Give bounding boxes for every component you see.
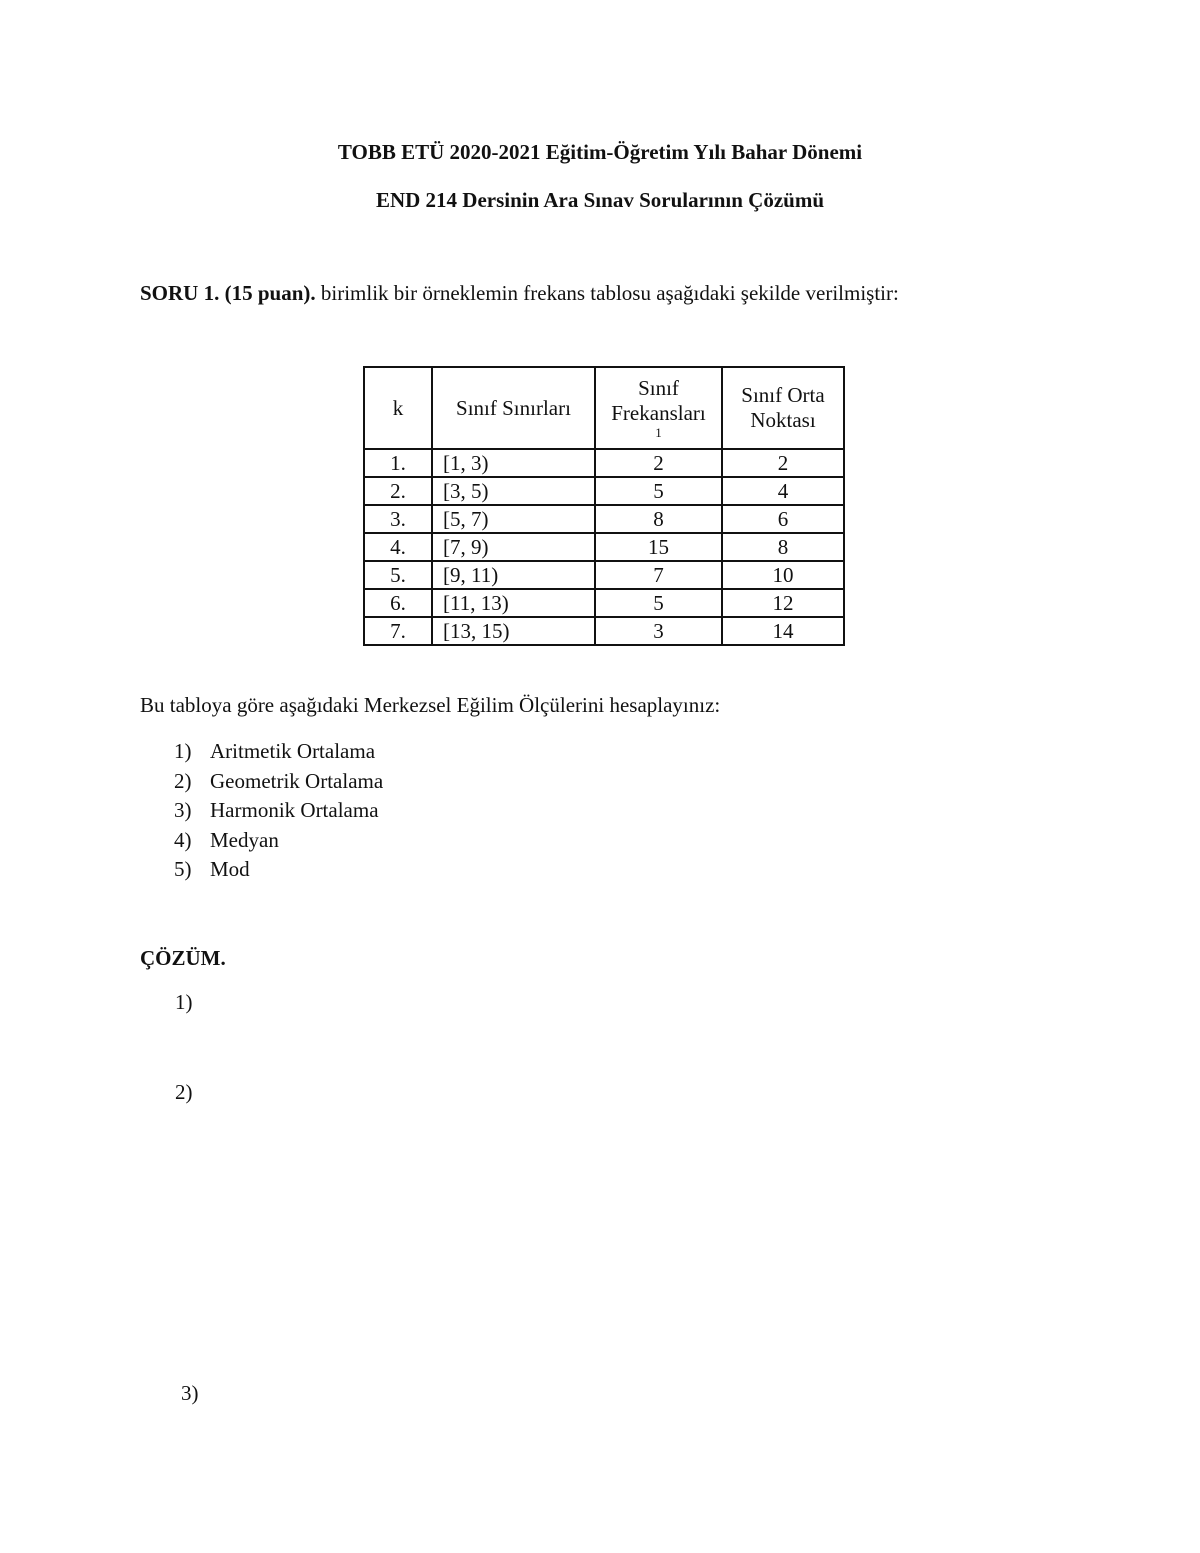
cell-midpoint: 12	[722, 589, 844, 617]
document-subtitle: END 214 Dersinin Ara Sınav Sorularının Çözümü	[375, 188, 825, 212]
cell-interval: [7, 9)	[432, 533, 595, 561]
cell-interval: [13, 15)	[432, 617, 595, 645]
cell-interval: [1, 3)	[432, 449, 595, 477]
table-row	[364, 617, 844, 645]
cell-k: 6.	[364, 589, 432, 617]
cell-frequency: 15	[595, 533, 722, 561]
header-class-midpoint	[722, 367, 844, 449]
item-label: Geometrik Ortalama	[210, 768, 384, 793]
cell-frequency: 5	[595, 477, 722, 505]
table-row	[364, 505, 844, 533]
header-frequencies-text: Sınıf Frekansları	[611, 376, 706, 425]
item-number: 3)	[174, 798, 192, 822]
cell-frequency: 7	[595, 561, 722, 589]
list-item	[174, 855, 383, 885]
table-header-row	[364, 367, 844, 449]
cell-frequency: 8	[595, 505, 722, 533]
cell-midpoint: 8	[722, 533, 844, 561]
cell-frequency: 3	[595, 617, 722, 645]
cell-interval: [9, 11)	[432, 561, 595, 589]
table-row	[364, 561, 844, 589]
list-item	[174, 767, 383, 797]
header-frequencies-subscript: 1	[655, 425, 662, 440]
item-number: 5)	[174, 857, 192, 881]
item-number: 1)	[174, 739, 192, 763]
item-number: 4)	[174, 827, 192, 852]
cell-midpoint: 10	[722, 561, 844, 589]
cell-interval: [5, 7)	[432, 505, 595, 533]
cell-midpoint: 2	[722, 449, 844, 477]
cell-k: 2.	[364, 477, 432, 505]
answer-1-label: 1)	[175, 990, 193, 1014]
frequency-table	[363, 366, 845, 646]
answer-3-label: 3)	[181, 1381, 199, 1405]
cell-k: 3.	[364, 505, 432, 533]
table-row	[364, 533, 844, 561]
table-row	[364, 477, 844, 505]
question-1	[140, 281, 899, 306]
cell-interval: [11, 13)	[432, 589, 595, 617]
table-row	[364, 589, 844, 617]
cell-interval: [3, 5)	[432, 477, 595, 505]
document-title: TOBB ETÜ 2020-2021 Eğitim-Öğretim Yılı Bahar Dönemi	[337, 140, 863, 164]
cell-midpoint: 14	[722, 617, 844, 645]
cell-k: 5.	[364, 561, 432, 589]
solution-heading: ÇÖZÜM.	[140, 946, 226, 970]
answer-2-label: 2)	[175, 1080, 193, 1104]
cell-midpoint: 6	[722, 505, 844, 533]
list-item	[174, 826, 383, 856]
item-label: Harmonik Ortalama	[210, 798, 379, 822]
measures-list	[174, 737, 383, 885]
item-label: Medyan	[210, 827, 279, 852]
header-k: k	[364, 367, 432, 449]
item-label: Mod	[210, 857, 250, 881]
list-item	[174, 737, 383, 767]
question-text: birimlik bir örneklemin frekans tablosu aşağıdaki şekilde verilmiştir:	[315, 281, 899, 305]
instruction-text: Bu tabloya göre aşağıdaki Merkezsel Eğilim Ölçülerini hesaplayınız:	[140, 693, 721, 717]
cell-frequency: 2	[595, 449, 722, 477]
item-label: Aritmetik Ortalama	[210, 739, 376, 763]
question-label: SORU 1. (15 puan).	[140, 281, 316, 305]
cell-midpoint: 4	[722, 477, 844, 505]
list-item	[174, 796, 383, 826]
cell-k: 1.	[364, 449, 432, 477]
cell-frequency: 5	[595, 589, 722, 617]
header-class-frequencies	[595, 367, 722, 449]
cell-k: 7.	[364, 617, 432, 645]
header-class-limits: Sınıf Sınırları	[432, 367, 595, 449]
item-number: 2)	[174, 768, 192, 793]
table-row	[364, 449, 844, 477]
header-midpoint-text: Sınıf Orta Noktası	[741, 383, 825, 432]
cell-k: 4.	[364, 533, 432, 561]
